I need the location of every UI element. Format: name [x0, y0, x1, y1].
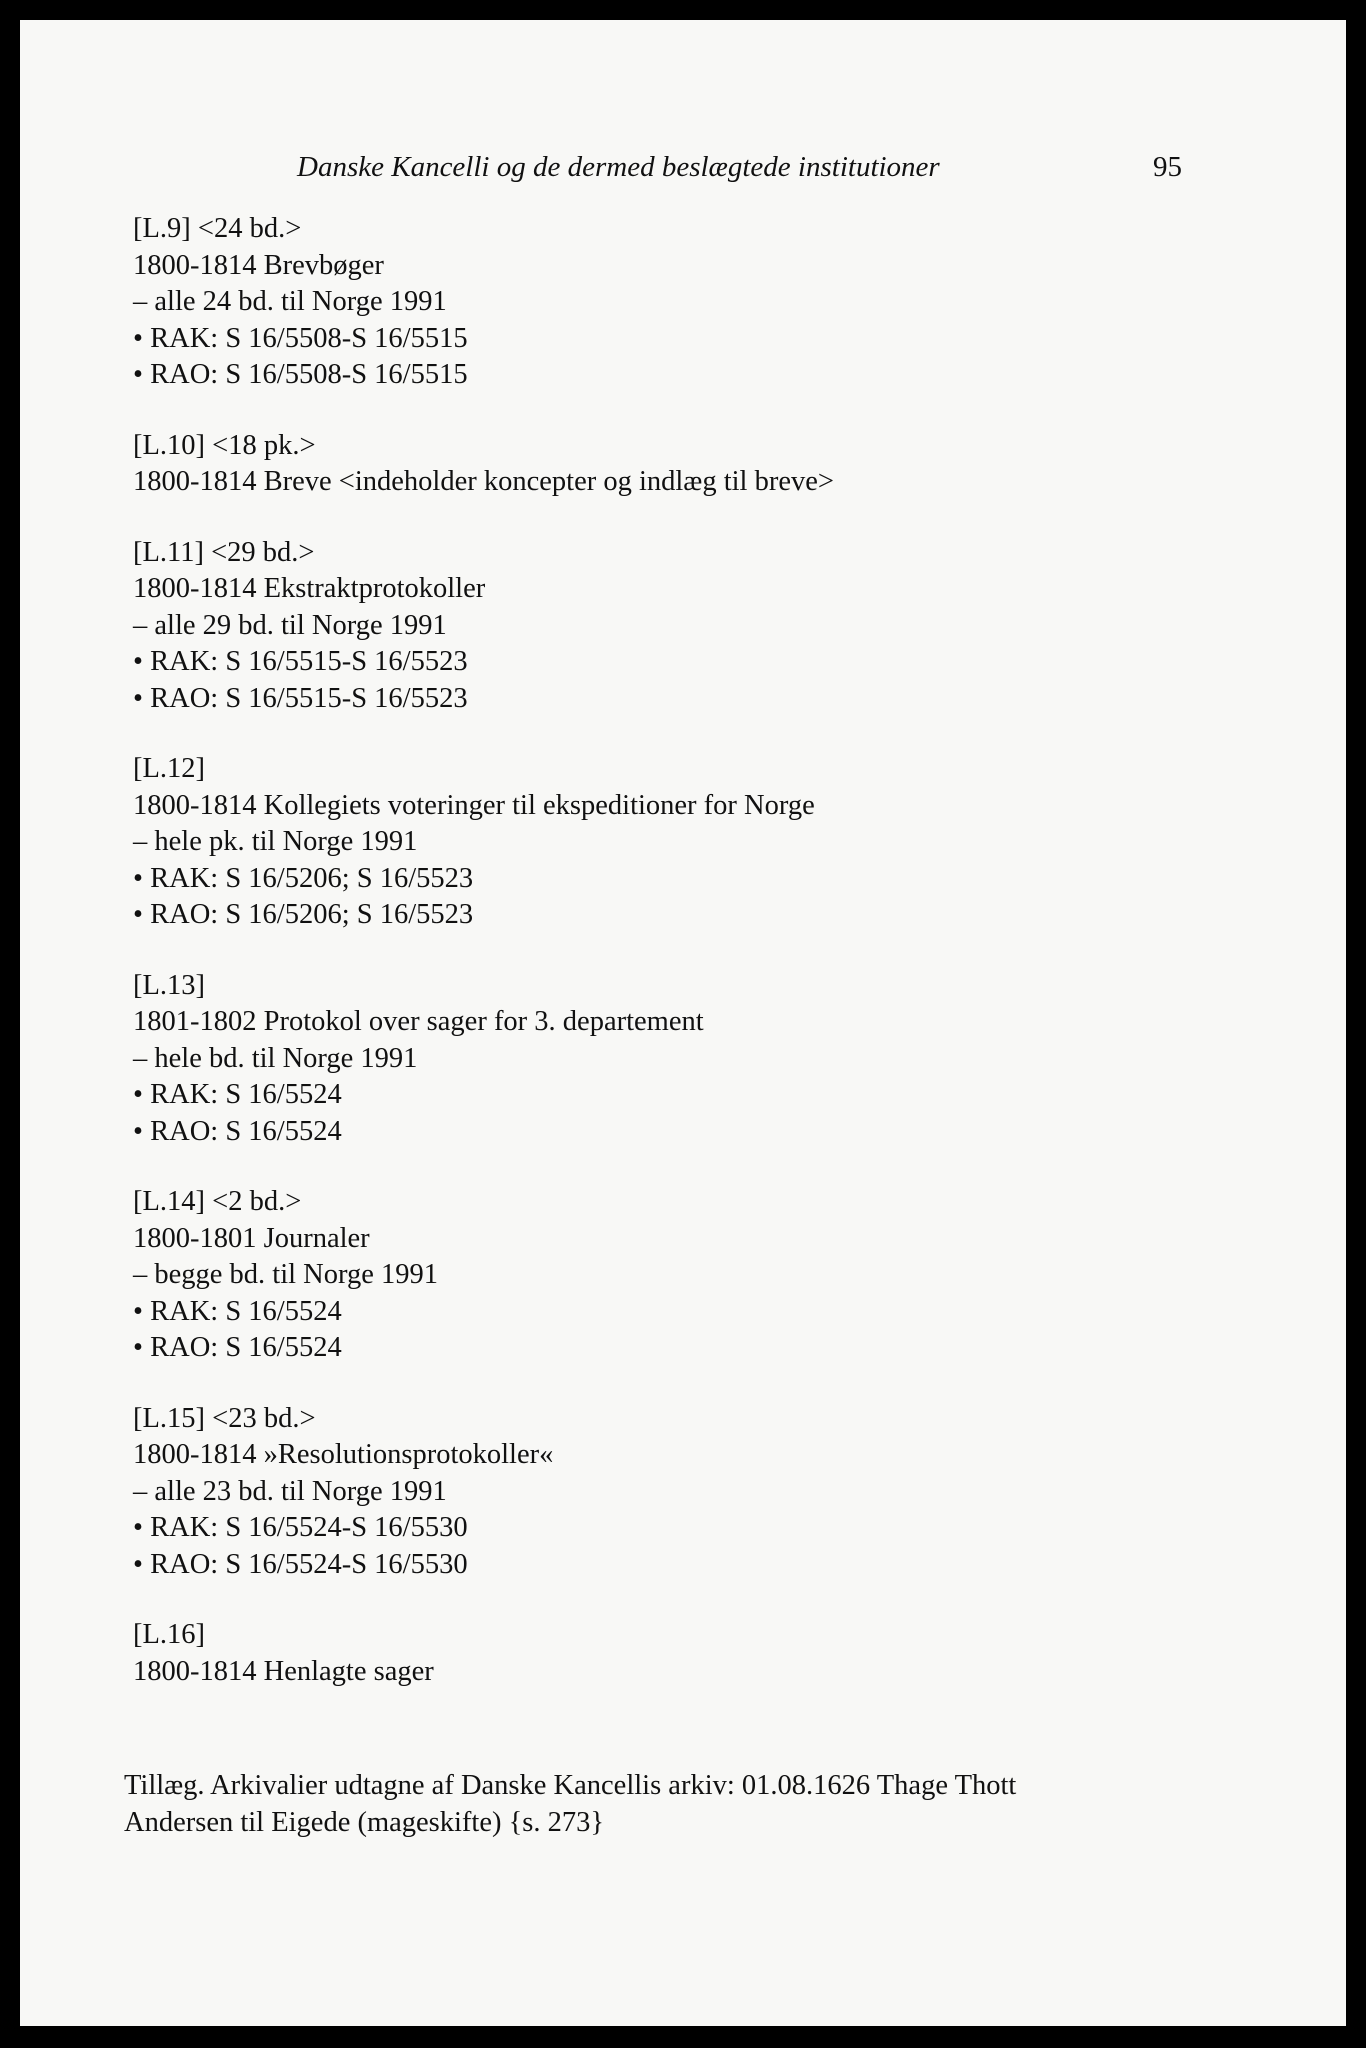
page-number: 95 — [1153, 151, 1182, 183]
archive-entry — [133, 535, 1233, 718]
entry-rak-reference: • RAK: S 16/5524-S 16/5530 — [133, 1512, 468, 1543]
archive-entry — [133, 211, 1233, 394]
entry-title: 1800-1814 Henlagte sager — [133, 1655, 434, 1687]
entry-rao-reference: • RAO: S 16/5524-S 16/5530 — [133, 1548, 468, 1580]
entry-reference: [L.14] <2 bd.> — [133, 1186, 302, 1217]
entry-reference: [L.12] — [133, 753, 206, 784]
entry-rao-reference: • RAO: S 16/5524 — [133, 1115, 342, 1147]
entry-reference: [L.16] — [133, 1619, 206, 1650]
entry-transfer-note: – hele pk. til Norge 1991 — [133, 826, 418, 857]
page-header — [20, 147, 1346, 187]
running-title: Danske Kancelli og de dermed beslægtede institutioner — [297, 151, 940, 183]
entry-rao-reference: • RAO: S 16/5515-S 16/5523 — [133, 682, 468, 714]
addendum-note — [124, 1768, 1204, 1841]
entry-transfer-note: – begge bd. til Norge 1991 — [133, 1259, 439, 1290]
entry-title: 1800-1801 Journaler — [133, 1222, 370, 1254]
addendum-line: Andersen til Eigede (mageskifte) {s. 273} — [124, 1806, 605, 1838]
entry-transfer-note: – alle 23 bd. til Norge 1991 — [133, 1475, 447, 1507]
entry-rak-reference: • RAK: S 16/5524 — [133, 1295, 342, 1327]
archive-entry — [133, 968, 1233, 1151]
entry-title: 1800-1814 Ekstraktprotokoller — [133, 573, 486, 604]
entry-rao-reference: • RAO: S 16/5524 — [133, 1332, 342, 1363]
archive-entry — [133, 1184, 1233, 1367]
entry-rak-reference: • RAK: S 16/5508-S 16/5515 — [133, 322, 468, 354]
entry-transfer-note: – hele bd. til Norge 1991 — [133, 1042, 418, 1074]
entry-reference: [L.15] <23 bd.> — [133, 1402, 316, 1434]
entry-transfer-note: – alle 24 bd. til Norge 1991 — [133, 286, 447, 317]
entry-reference: [L.10] <18 pk.> — [133, 429, 316, 461]
entry-title: 1800-1814 Kollegiets voteringer til ekspeditioner for Norge — [133, 789, 815, 821]
entry-title: 1800-1814 Brevbøger — [133, 249, 384, 281]
archive-entry — [133, 428, 1233, 501]
entry-title: 1800-1814 Breve <indeholder koncepter og indlæg til breve> — [133, 466, 834, 497]
entry-rak-reference: • RAK: S 16/5524 — [133, 1079, 342, 1110]
entry-title: 1801-1802 Protokol over sager for 3. departement — [133, 1006, 704, 1037]
entry-rao-reference: • RAO: S 16/5206; S 16/5523 — [133, 899, 474, 930]
entry-transfer-note: – alle 29 bd. til Norge 1991 — [133, 609, 447, 641]
entry-rao-reference: • RAO: S 16/5508-S 16/5515 — [133, 359, 468, 390]
archive-entry-list — [133, 211, 1233, 1724]
entry-rak-reference: • RAK: S 16/5206; S 16/5523 — [133, 862, 474, 894]
entry-title: 1800-1814 »Resolutionsprotokoller« — [133, 1439, 554, 1470]
document-page — [20, 20, 1346, 2026]
addendum-line: Tillæg. Arkivalier udtagne af Danske Kancellis arkiv: 01.08.1626 Thage Thott — [124, 1770, 1017, 1801]
entry-rak-reference: • RAK: S 16/5515-S 16/5523 — [133, 646, 468, 677]
entry-reference: [L.11] <29 bd.> — [133, 536, 315, 568]
entry-reference: [L.9] <24 bd.> — [133, 213, 302, 244]
archive-entry — [133, 1617, 1233, 1690]
archive-entry — [133, 751, 1233, 934]
archive-entry — [133, 1401, 1233, 1584]
entry-reference: [L.13] — [133, 969, 206, 1001]
